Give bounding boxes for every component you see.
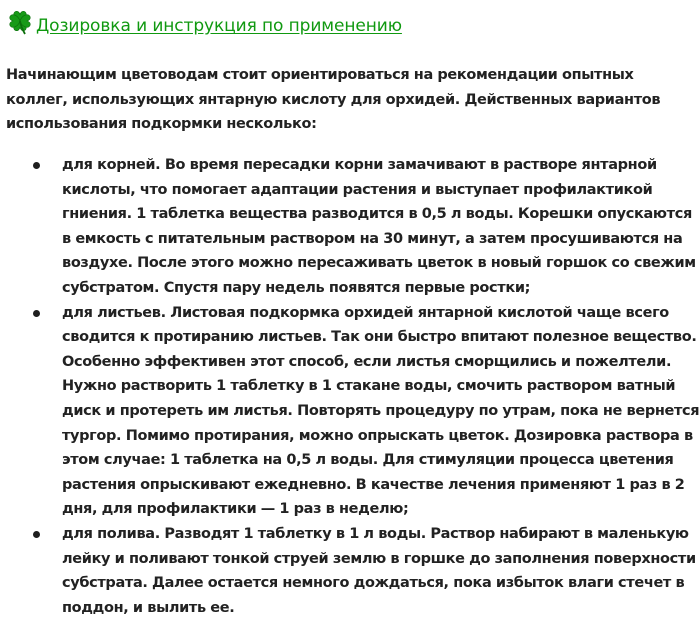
- section-heading: [6, 8, 402, 36]
- list-item: [0, 301, 700, 522]
- bullet-icon: [33, 162, 40, 169]
- list-item-text: для корней. Во время пересадки корни замачивают в растворе янтарной кислоты, что помогает адаптации растения и выступает профилактикой гниения. 1 таблетка вещества разводится в 0,5 л воды. Корешки опускаются в емкость с питательным раствором на 30 минут, а затем просушиваются на воздухе. После этого можно пересаживать цветок в новый горшок со свежим субстратом. Спустя пару недель появятся первые ростки;: [62, 157, 696, 296]
- list-item-text: для полива. Разводят 1 таблетку в 1 л воды. Раствор набирают в маленькую лейку и поливают тонкой струей землю в горшке до заполнения поверхности субстрата. Далее остается немного дождаться, пока избыток влаги стечет в поддон, и вылить ее.: [62, 525, 696, 616]
- list-item: [0, 153, 700, 301]
- clover-icon: [6, 8, 34, 36]
- page-title[interactable]: Дозировка и инструкция по применению: [36, 16, 402, 36]
- intro-paragraph: Начинающим цветоводам стоит ориентироваться на рекомендации опытных коллег, использующих янтарную кислоту для орхидей. Действенных вариантов использования подкормки несколько:: [6, 67, 661, 132]
- bullet-icon: [33, 310, 40, 317]
- list-item: [0, 522, 700, 620]
- bullet-icon: [33, 531, 40, 538]
- usage-list: [0, 153, 700, 620]
- list-item-text: для листьев. Листовая подкормка орхидей янтарной кислотой чаще всего сводится к протиранию листьев. Так они быстро впитают полезное вещество. Особенно эффективен этот способ, если листья сморщились и пожелтели. Нужно растворить 1 таблетку в 1 стакане воды, смочить раствором ватный диск и протереть им листья. Повторять процедуру по утрам, пока не вернется тургор. Помимо протирания, можно опрыскать цветок. Дозировка раствора в этом случае: 1 таблетка на 0,5 л воды. Для стимуляции процесса цветения растения опрыскивают ежедневно. В качестве лечения применяют 1 раз в 2 дня, для профилактики — 1 раз в неделю;: [62, 304, 700, 518]
